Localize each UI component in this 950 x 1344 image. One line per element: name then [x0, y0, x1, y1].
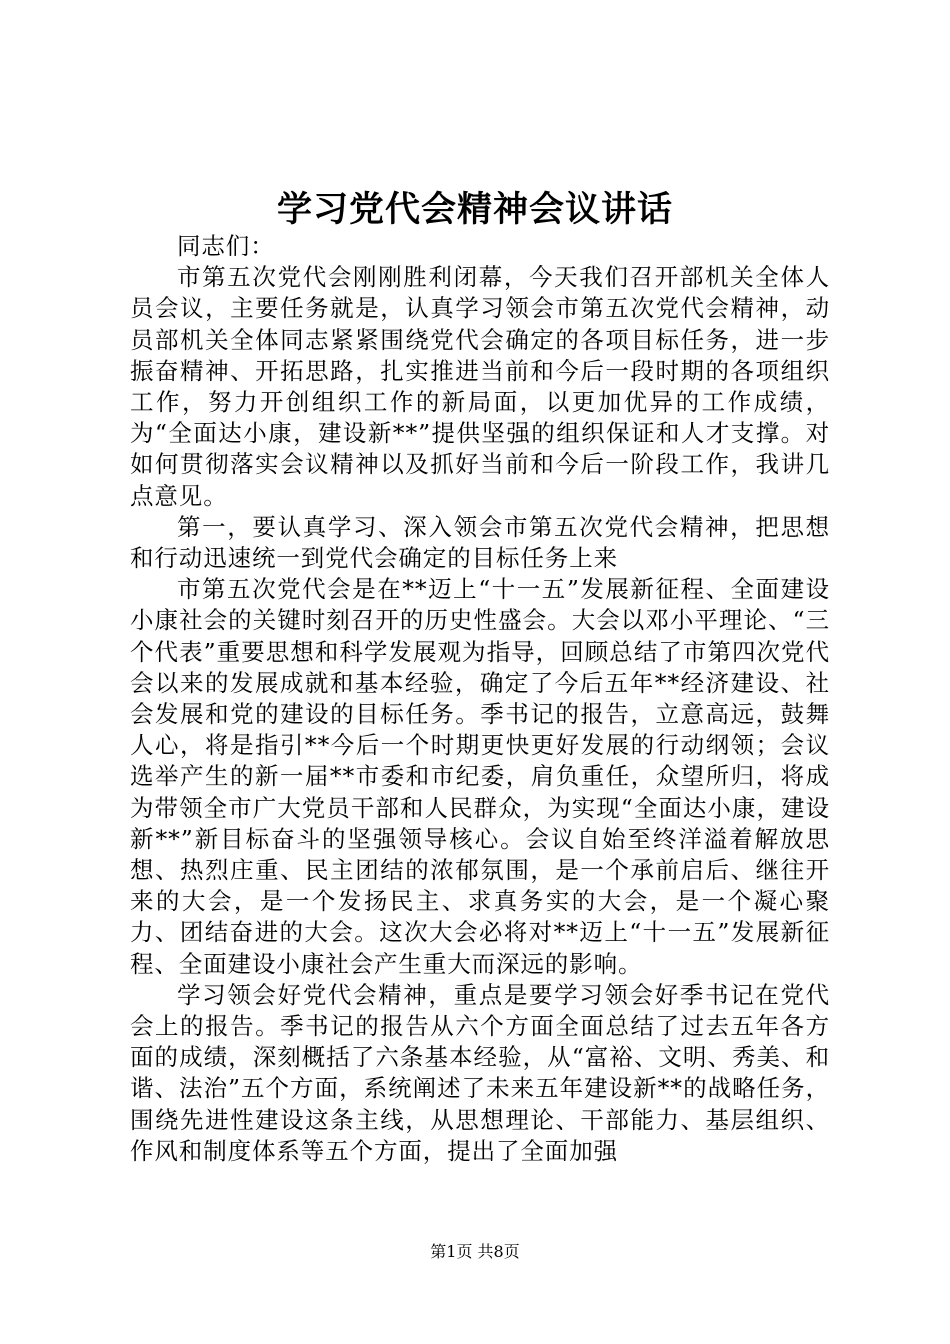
section-heading-1: 第一，要认真学习、深入领会市第五次党代会精神，把思想和行动迅速统一到党代会确定的目标任务上来: [130, 512, 830, 573]
page-number-footer: 第1页 共8页: [430, 1242, 520, 1261]
document-body: [130, 231, 830, 1167]
paragraph-3: 学习领会好党代会精神，重点是要学习领会好季书记在党代会上的报告。季书记的报告从六个方面全面总结了过去五年各方面的成绩，深刻概括了六条基本经验，从“富裕、文明、秀美、和谐、法治”五个方面，系统阐述了未来五年建设新**的战略任务，围绕先进性建设这条主线，从思想理论、干部能力、基层组织、作风和制度体系等五个方面，提出了全面加强: [130, 980, 830, 1165]
document-title: 学习党代会精神会议讲话: [276, 189, 673, 230]
paragraph-1: 市第五次党代会刚刚胜利闭幕，今天我们召开部机关全体人员会议，主要任务就是，认真学习领会市第五次党代会精神，动员部机关全体同志紧紧围绕党代会确定的各项目标任务，进一步振奋精神、开拓思路，扎实推进当前和今后一段时期的各项组织工作，努力开创组织工作的新局面，以更加优异的工作成绩，为“全面达小康，建设新**”提供坚强的组织保证和人才支撑。对如何贯彻落实会议精神以及抓好当前和今后一阶段工作，我讲几点意见。: [130, 263, 830, 510]
paragraph-2: 市第五次党代会是在**迈上“十一五”发展新征程、全面建设小康社会的关键时刻召开的历史性盛会。大会以邓小平理论、“三个代表”重要思想和科学发展观为指导，回顾总结了市第四次党代会以来的发展成就和基本经验，确定了今后五年**经济建设、社会发展和党的建设的目标任务。季书记的报告，立意高远，鼓舞人心，将是指引**今后一个时期更快更好发展的行动纲领；会议选举产生的新一届**市委和市纪委，肩负重任，众望所归，将成为带领全市广大党员干部和人民群众，为实现“全面达小康，建设新**”新目标奋斗的坚强领导核心。会议自始至终洋溢着解放思想、热烈庄重、民主团结的浓郁氛围，是一个承前启后、继往开来的大会，是一个发扬民主、求真务实的大会，是一个凝心聚力、团结奋进的大会。这次大会必将对**迈上“十一五”发展新征程、全面建设小康社会产生重大而深远的影响。: [130, 575, 830, 978]
salutation: 同志们：: [177, 232, 275, 260]
